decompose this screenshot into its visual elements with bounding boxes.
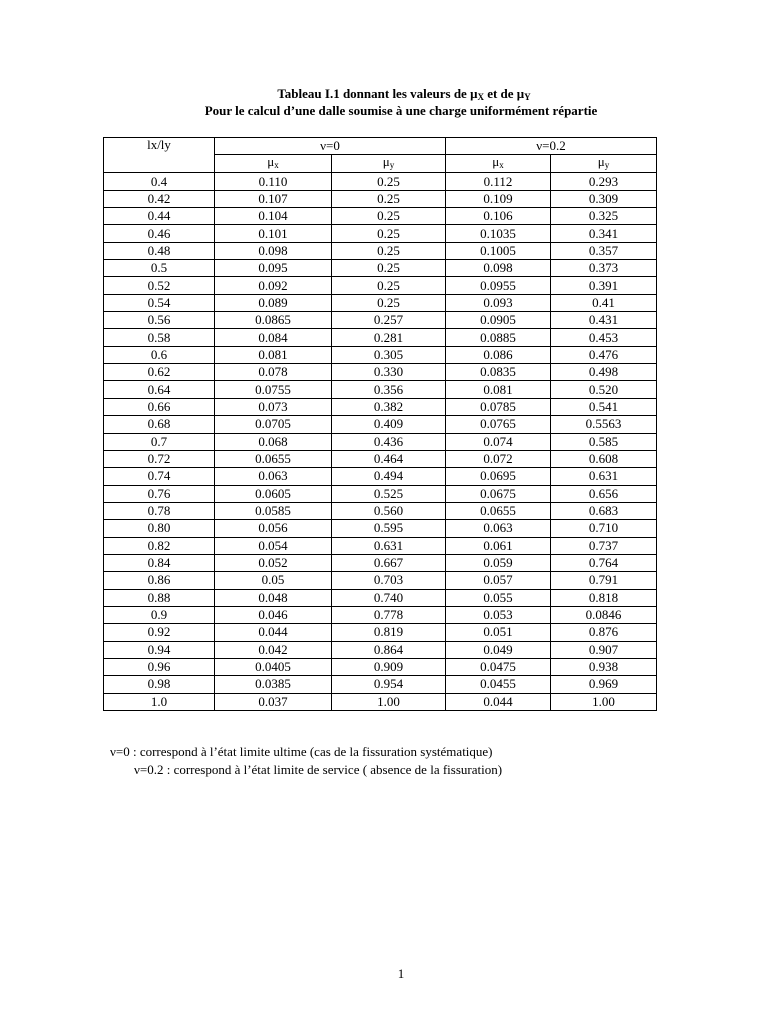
cell-mu-y-nu-0-2: 0.710: [551, 520, 657, 537]
cell-mu-y-nu-0-2: 0.520: [551, 381, 657, 398]
cell-mu-x-nu-0: 0.0705: [215, 416, 332, 433]
cell-mu-x-nu-0: 0.063: [215, 468, 332, 485]
cell-lx-ly: 0.62: [104, 364, 215, 381]
table-row: [104, 173, 657, 190]
cell-mu-y-nu-0-2: 0.938: [551, 658, 657, 675]
cell-mu-x-nu-0-2: 0.063: [446, 520, 551, 537]
cell-mu-x-nu-0: 0.0405: [215, 658, 332, 675]
cell-mu-x-nu-0: 0.0385: [215, 676, 332, 693]
cell-mu-x-nu-0-2: 0.044: [446, 693, 551, 710]
cell-mu-y-nu-0-2: 0.818: [551, 589, 657, 606]
table-row: [104, 208, 657, 225]
cell-mu-y-nu-0-2: 0.0846: [551, 606, 657, 623]
cell-lx-ly: 0.66: [104, 398, 215, 415]
cell-lx-ly: 0.94: [104, 641, 215, 658]
table-row: [104, 329, 657, 346]
table-row: [104, 398, 657, 415]
cell-mu-x-nu-0: 0.044: [215, 624, 332, 641]
cell-mu-y-nu-0: 0.382: [332, 398, 446, 415]
table-row: [104, 641, 657, 658]
cell-mu-y-nu-0-2: 0.391: [551, 277, 657, 294]
cell-mu-x-nu-0-2: 0.086: [446, 346, 551, 363]
table-row: [104, 364, 657, 381]
table-row: [104, 225, 657, 242]
cell-mu-x-nu-0-2: 0.112: [446, 173, 551, 190]
header-nu-0: ν=0: [215, 138, 446, 155]
cell-mu-y-nu-0-2: 0.357: [551, 242, 657, 259]
header-mu-y: $\mu_y$: [332, 155, 446, 173]
table-row: [104, 554, 657, 571]
cell-mu-y-nu-0: 0.25: [332, 225, 446, 242]
cell-mu-y-nu-0: 0.436: [332, 433, 446, 450]
cell-mu-y-nu-0: 0.281: [332, 329, 446, 346]
cell-mu-y-nu-0: 0.525: [332, 485, 446, 502]
cell-mu-y-nu-0-2: 0.969: [551, 676, 657, 693]
cell-mu-x-nu-0-2: 0.051: [446, 624, 551, 641]
cell-mu-y-nu-0: 0.305: [332, 346, 446, 363]
cell-mu-x-nu-0: 0.048: [215, 589, 332, 606]
table-row: [104, 606, 657, 623]
cell-mu-x-nu-0-2: 0.0905: [446, 312, 551, 329]
cell-mu-y-nu-0-2: 0.907: [551, 641, 657, 658]
cell-mu-y-nu-0: 1.00: [332, 693, 446, 710]
table-row: [104, 433, 657, 450]
cell-mu-x-nu-0-2: 0.0695: [446, 468, 551, 485]
cell-mu-x-nu-0-2: 0.061: [446, 537, 551, 554]
cell-mu-y-nu-0-2: 1.00: [551, 693, 657, 710]
cell-mu-x-nu-0: 0.098: [215, 242, 332, 259]
cell-mu-y-nu-0: 0.464: [332, 450, 446, 467]
cell-mu-y-nu-0: 0.595: [332, 520, 446, 537]
cell-mu-y-nu-0-2: 0.325: [551, 208, 657, 225]
cell-mu-y-nu-0: 0.631: [332, 537, 446, 554]
cell-lx-ly: 0.74: [104, 468, 215, 485]
cell-mu-x-nu-0: 0.073: [215, 398, 332, 415]
cell-mu-x-nu-0-2: 0.093: [446, 294, 551, 311]
table-row: [104, 502, 657, 519]
cell-mu-y-nu-0: 0.494: [332, 468, 446, 485]
cell-mu-y-nu-0: 0.778: [332, 606, 446, 623]
cell-lx-ly: 0.44: [104, 208, 215, 225]
table-row: [104, 468, 657, 485]
cell-mu-y-nu-0-2: 0.41: [551, 294, 657, 311]
cell-mu-x-nu-0: 0.068: [215, 433, 332, 450]
cell-mu-x-nu-0: 0.078: [215, 364, 332, 381]
header-mu-x: $\mu_x$: [215, 155, 332, 173]
cell-mu-x-nu-0: 0.0585: [215, 502, 332, 519]
cell-mu-y-nu-0: 0.409: [332, 416, 446, 433]
cell-mu-y-nu-0-2: 0.476: [551, 346, 657, 363]
cell-mu-y-nu-0: 0.954: [332, 676, 446, 693]
cell-mu-y-nu-0: 0.330: [332, 364, 446, 381]
cell-mu-y-nu-0-2: 0.656: [551, 485, 657, 502]
table-row: [104, 242, 657, 259]
cell-mu-x-nu-0-2: 0.1005: [446, 242, 551, 259]
cell-mu-y-nu-0-2: 0.498: [551, 364, 657, 381]
cell-mu-y-nu-0-2: 0.791: [551, 572, 657, 589]
table-row: [104, 381, 657, 398]
cell-mu-y-nu-0-2: 0.876: [551, 624, 657, 641]
cell-lx-ly: 0.58: [104, 329, 215, 346]
cell-mu-y-nu-0-2: 0.585: [551, 433, 657, 450]
cell-lx-ly: 1.0: [104, 693, 215, 710]
cell-lx-ly: 0.52: [104, 277, 215, 294]
cell-mu-x-nu-0-2: 0.081: [446, 381, 551, 398]
table-row: [104, 676, 657, 693]
cell-mu-x-nu-0-2: 0.057: [446, 572, 551, 589]
cell-mu-x-nu-0: 0.104: [215, 208, 332, 225]
table-row: [104, 572, 657, 589]
cell-mu-y-nu-0-2: 0.764: [551, 554, 657, 571]
cell-mu-x-nu-0-2: 0.0675: [446, 485, 551, 502]
cell-mu-y-nu-0: 0.25: [332, 242, 446, 259]
table-row: [104, 658, 657, 675]
cell-mu-x-nu-0-2: 0.0455: [446, 676, 551, 693]
header-nu-0-2: ν=0.2: [446, 138, 657, 155]
cell-mu-y-nu-0: 0.25: [332, 277, 446, 294]
table-row: [104, 450, 657, 467]
table-row: [104, 624, 657, 641]
cell-mu-y-nu-0: 0.909: [332, 658, 446, 675]
cell-mu-y-nu-0: 0.667: [332, 554, 446, 571]
cell-mu-y-nu-0-2: 0.737: [551, 537, 657, 554]
cell-mu-y-nu-0-2: 0.373: [551, 260, 657, 277]
cell-mu-y-nu-0: 0.740: [332, 589, 446, 606]
cell-mu-y-nu-0: 0.819: [332, 624, 446, 641]
cell-lx-ly: 0.56: [104, 312, 215, 329]
cell-mu-x-nu-0: 0.054: [215, 537, 332, 554]
table-row: [104, 485, 657, 502]
cell-mu-x-nu-0: 0.0655: [215, 450, 332, 467]
cell-mu-x-nu-0: 0.037: [215, 693, 332, 710]
table-title-line2: Pour le calcul d’une dalle soumise à une charge uniformément répartie: [204, 103, 598, 118]
cell-mu-x-nu-0: 0.0755: [215, 381, 332, 398]
table-row: [104, 693, 657, 710]
cell-lx-ly: 0.98: [104, 676, 215, 693]
cell-mu-x-nu-0: 0.084: [215, 329, 332, 346]
cell-mu-y-nu-0: 0.25: [332, 208, 446, 225]
cell-mu-x-nu-0-2: 0.0885: [446, 329, 551, 346]
cell-lx-ly: 0.7: [104, 433, 215, 450]
table-title-line1: Tableau I.1 donnant les valeurs de $\mu_X$ et de $\mu_Y$: [277, 86, 531, 102]
cell-mu-x-nu-0-2: 0.0955: [446, 277, 551, 294]
cell-lx-ly: 0.48: [104, 242, 215, 259]
cell-lx-ly: 0.54: [104, 294, 215, 311]
cell-mu-x-nu-0: 0.081: [215, 346, 332, 363]
cell-lx-ly: 0.76: [104, 485, 215, 502]
cell-lx-ly: 0.4: [104, 173, 215, 190]
coefficients-table: [103, 137, 657, 711]
cell-mu-y-nu-0-2: 0.431: [551, 312, 657, 329]
cell-mu-y-nu-0: 0.703: [332, 572, 446, 589]
cell-lx-ly: 0.6: [104, 346, 215, 363]
header-mu-x: $\mu_x$: [446, 155, 551, 173]
cell-mu-y-nu-0-2: 0.453: [551, 329, 657, 346]
cell-mu-x-nu-0: 0.101: [215, 225, 332, 242]
cell-mu-x-nu-0-2: 0.0475: [446, 658, 551, 675]
cell-mu-x-nu-0-2: 0.049: [446, 641, 551, 658]
cell-mu-y-nu-0-2: 0.683: [551, 502, 657, 519]
cell-mu-x-nu-0-2: 0.053: [446, 606, 551, 623]
note-nu-0: ν=0 : correspond à l’état limite ultime (cas de la fissuration systématique): [110, 744, 493, 759]
cell-mu-x-nu-0: 0.107: [215, 190, 332, 207]
cell-lx-ly: 0.9: [104, 606, 215, 623]
cell-mu-x-nu-0: 0.052: [215, 554, 332, 571]
cell-mu-y-nu-0-2: 0.631: [551, 468, 657, 485]
table-row: [104, 346, 657, 363]
cell-mu-y-nu-0: 0.864: [332, 641, 446, 658]
cell-mu-x-nu-0-2: 0.098: [446, 260, 551, 277]
cell-mu-x-nu-0-2: 0.106: [446, 208, 551, 225]
cell-mu-x-nu-0: 0.0865: [215, 312, 332, 329]
cell-mu-x-nu-0: 0.046: [215, 606, 332, 623]
cell-lx-ly: 0.68: [104, 416, 215, 433]
cell-mu-x-nu-0-2: 0.055: [446, 589, 551, 606]
cell-lx-ly: 0.80: [104, 520, 215, 537]
cell-mu-y-nu-0: 0.257: [332, 312, 446, 329]
cell-mu-y-nu-0-2: 0.5563: [551, 416, 657, 433]
cell-mu-x-nu-0-2: 0.059: [446, 554, 551, 571]
header-mu-y: $\mu_y$: [551, 155, 657, 173]
cell-mu-y-nu-0: 0.25: [332, 294, 446, 311]
cell-lx-ly: 0.42: [104, 190, 215, 207]
cell-mu-y-nu-0: 0.25: [332, 260, 446, 277]
cell-mu-y-nu-0-2: 0.541: [551, 398, 657, 415]
table-row: [104, 589, 657, 606]
cell-mu-x-nu-0-2: 0.1035: [446, 225, 551, 242]
table-row: [104, 416, 657, 433]
header-lx-ly: lx/ly: [104, 138, 215, 173]
cell-mu-y-nu-0: 0.25: [332, 173, 446, 190]
table-row: [104, 294, 657, 311]
cell-mu-x-nu-0-2: 0.074: [446, 433, 551, 450]
cell-lx-ly: 0.72: [104, 450, 215, 467]
cell-mu-y-nu-0: 0.25: [332, 190, 446, 207]
table-row: [104, 312, 657, 329]
page-number: 1: [397, 966, 405, 981]
cell-mu-x-nu-0: 0.095: [215, 260, 332, 277]
cell-mu-x-nu-0: 0.05: [215, 572, 332, 589]
cell-mu-x-nu-0: 0.110: [215, 173, 332, 190]
table-row: [104, 277, 657, 294]
cell-mu-x-nu-0-2: 0.0835: [446, 364, 551, 381]
cell-mu-y-nu-0-2: 0.608: [551, 450, 657, 467]
cell-mu-x-nu-0: 0.056: [215, 520, 332, 537]
cell-lx-ly: 0.78: [104, 502, 215, 519]
cell-lx-ly: 0.88: [104, 589, 215, 606]
cell-lx-ly: 0.92: [104, 624, 215, 641]
table-body: [104, 173, 657, 711]
cell-lx-ly: 0.5: [104, 260, 215, 277]
table-row: [104, 537, 657, 554]
cell-mu-x-nu-0: 0.042: [215, 641, 332, 658]
cell-mu-x-nu-0-2: 0.0765: [446, 416, 551, 433]
cell-mu-y-nu-0: 0.356: [332, 381, 446, 398]
cell-mu-x-nu-0-2: 0.0785: [446, 398, 551, 415]
cell-lx-ly: 0.86: [104, 572, 215, 589]
cell-mu-y-nu-0-2: 0.293: [551, 173, 657, 190]
cell-lx-ly: 0.96: [104, 658, 215, 675]
note-nu-0-2: ν=0.2 : correspond à l’état limite de service ( absence de la fissuration): [134, 762, 503, 777]
cell-mu-x-nu-0-2: 0.109: [446, 190, 551, 207]
table-row: [104, 520, 657, 537]
cell-mu-x-nu-0-2: 0.0655: [446, 502, 551, 519]
cell-mu-y-nu-0-2: 0.341: [551, 225, 657, 242]
cell-lx-ly: 0.64: [104, 381, 215, 398]
cell-mu-x-nu-0: 0.089: [215, 294, 332, 311]
table-row: [104, 190, 657, 207]
cell-lx-ly: 0.84: [104, 554, 215, 571]
cell-mu-x-nu-0: 0.0605: [215, 485, 332, 502]
cell-mu-x-nu-0: 0.092: [215, 277, 332, 294]
cell-mu-y-nu-0-2: 0.309: [551, 190, 657, 207]
cell-lx-ly: 0.82: [104, 537, 215, 554]
table-row: [104, 260, 657, 277]
cell-mu-x-nu-0-2: 0.072: [446, 450, 551, 467]
cell-lx-ly: 0.46: [104, 225, 215, 242]
cell-mu-y-nu-0: 0.560: [332, 502, 446, 519]
